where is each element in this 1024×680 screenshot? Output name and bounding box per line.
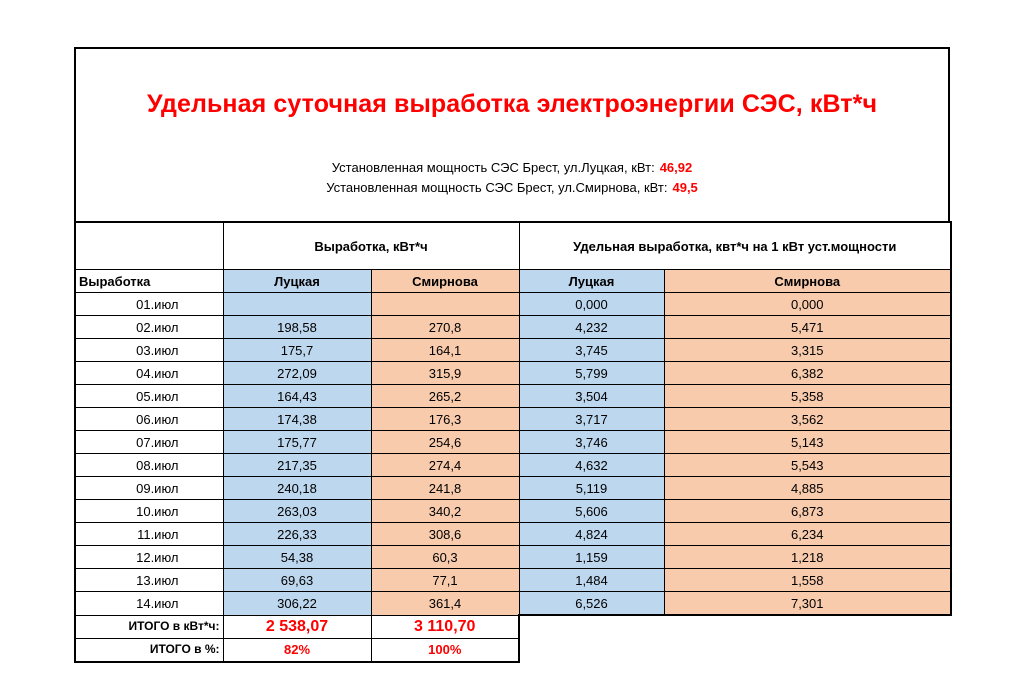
smirnova-cell: 340,2 (371, 500, 519, 523)
lutskaya-spec-cell: 5,119 (519, 477, 664, 500)
smirnova-spec-cell: 5,471 (664, 316, 951, 339)
smirnova-spec-cell: 4,885 (664, 477, 951, 500)
table-row (75, 523, 951, 546)
lutskaya-cell: 174,38 (223, 408, 371, 431)
col-header-smirnova-spec: Смирнова (664, 270, 951, 293)
lutskaya-cell: 226,33 (223, 523, 371, 546)
totals-kwh-row (75, 615, 951, 638)
lutskaya-spec-cell: 3,504 (519, 385, 664, 408)
table-row (75, 569, 951, 592)
lutskaya-cell: 69,63 (223, 569, 371, 592)
lutskaya-spec-cell: 3,717 (519, 408, 664, 431)
empty-cell (519, 615, 951, 638)
lutskaya-cell: 164,43 (223, 385, 371, 408)
smirnova-cell: 176,3 (371, 408, 519, 431)
smirnova-cell: 270,8 (371, 316, 519, 339)
lutskaya-cell: 306,22 (223, 592, 371, 616)
smirnova-spec-cell: 5,358 (664, 385, 951, 408)
date-cell: 13.июл (75, 569, 223, 592)
capacity-lutskaya (76, 160, 948, 175)
lutskaya-spec-cell: 5,606 (519, 500, 664, 523)
date-cell: 11.июл (75, 523, 223, 546)
date-cell: 14.июл (75, 592, 223, 616)
date-cell: 03.июл (75, 339, 223, 362)
column-header-row (75, 270, 951, 293)
total-pct-label: ИТОГО в %: (75, 638, 223, 662)
smirnova-cell: 265,2 (371, 385, 519, 408)
smirnova-spec-cell: 6,234 (664, 523, 951, 546)
smirnova-spec-cell: 5,543 (664, 454, 951, 477)
smirnova-cell: 241,8 (371, 477, 519, 500)
smirnova-spec-cell: 6,873 (664, 500, 951, 523)
date-cell: 10.июл (75, 500, 223, 523)
total-kwh-label: ИТОГО в кВт*ч: (75, 615, 223, 638)
table-row (75, 500, 951, 523)
total-pct-smirnova: 100% (371, 638, 519, 662)
lutskaya-spec-cell: 0,000 (519, 293, 664, 316)
date-cell: 06.июл (75, 408, 223, 431)
specific-group-header: Удельная выработка, квт*ч на 1 кВт уст.мощности (519, 222, 951, 270)
smirnova-cell: 315,9 (371, 362, 519, 385)
smirnova-cell: 361,4 (371, 592, 519, 616)
date-cell: 01.июл (75, 293, 223, 316)
group-header-row (75, 222, 951, 270)
total-pct-lutskaya: 82% (223, 638, 371, 662)
col-header-smirnova: Смирнова (371, 270, 519, 293)
lutskaya-cell: 54,38 (223, 546, 371, 569)
capacity-smirnova-label: Установленная мощность СЭС Брест, ул.Смирнова, кВт: (326, 180, 668, 195)
lutskaya-cell: 240,18 (223, 477, 371, 500)
table-row (75, 477, 951, 500)
smirnova-cell: 308,6 (371, 523, 519, 546)
smirnova-spec-cell: 0,000 (664, 293, 951, 316)
date-cell: 02.июл (75, 316, 223, 339)
lutskaya-spec-cell: 4,632 (519, 454, 664, 477)
smirnova-cell: 254,6 (371, 431, 519, 454)
table-row (75, 408, 951, 431)
table-row (75, 362, 951, 385)
smirnova-spec-cell: 1,218 (664, 546, 951, 569)
smirnova-cell: 274,4 (371, 454, 519, 477)
smirnova-spec-cell: 3,562 (664, 408, 951, 431)
capacity-smirnova-value: 49,5 (672, 180, 698, 195)
empty-cell (519, 638, 951, 662)
date-cell: 12.июл (75, 546, 223, 569)
smirnova-spec-cell: 6,382 (664, 362, 951, 385)
smirnova-spec-cell: 5,143 (664, 431, 951, 454)
table-row (75, 293, 951, 316)
col-header-lutskaya: Луцкая (223, 270, 371, 293)
lutskaya-spec-cell: 4,824 (519, 523, 664, 546)
table-row (75, 431, 951, 454)
lutskaya-cell: 263,03 (223, 500, 371, 523)
capacity-lutskaya-label: Установленная мощность СЭС Брест, ул.Луцкая, кВт: (331, 160, 655, 175)
lutskaya-spec-cell: 1,159 (519, 546, 664, 569)
table-row (75, 546, 951, 569)
corner-cell (75, 222, 223, 270)
date-cell: 07.июл (75, 431, 223, 454)
smirnova-spec-cell: 7,301 (664, 592, 951, 616)
lutskaya-cell: 175,77 (223, 431, 371, 454)
table-row (75, 592, 951, 616)
smirnova-cell: 164,1 (371, 339, 519, 362)
report-title: Удельная суточная выработка электроэнергии СЭС, кВт*ч (146, 90, 878, 118)
totals-pct-row (75, 638, 951, 662)
lutskaya-cell: 272,09 (223, 362, 371, 385)
table-row (75, 339, 951, 362)
date-cell: 08.июл (75, 454, 223, 477)
smirnova-cell: 77,1 (371, 569, 519, 592)
capacity-smirnova (76, 180, 948, 195)
lutskaya-spec-cell: 6,526 (519, 592, 664, 616)
lutskaya-spec-cell: 3,746 (519, 431, 664, 454)
total-kwh-smirnova: 3 110,70 (371, 615, 519, 638)
date-cell: 04.июл (75, 362, 223, 385)
table-row (75, 316, 951, 339)
date-cell: 09.июл (75, 477, 223, 500)
smirnova-spec-cell: 1,558 (664, 569, 951, 592)
col-header-lutskaya-spec: Луцкая (519, 270, 664, 293)
lutskaya-spec-cell: 1,484 (519, 569, 664, 592)
lutskaya-cell: 198,58 (223, 316, 371, 339)
report-header (74, 47, 950, 221)
smirnova-spec-cell: 3,315 (664, 339, 951, 362)
lutskaya-spec-cell: 5,799 (519, 362, 664, 385)
capacity-lutskaya-value: 46,92 (659, 160, 693, 175)
lutskaya-spec-cell: 4,232 (519, 316, 664, 339)
production-table (74, 221, 952, 663)
production-group-header: Выработка, кВт*ч (223, 222, 519, 270)
lutskaya-cell: 175,7 (223, 339, 371, 362)
date-cell: 05.июл (75, 385, 223, 408)
row-header-label: Выработка (75, 270, 223, 293)
total-kwh-lutskaya: 2 538,07 (223, 615, 371, 638)
lutskaya-spec-cell: 3,745 (519, 339, 664, 362)
smirnova-cell: 60,3 (371, 546, 519, 569)
table-row (75, 454, 951, 477)
smirnova-cell (371, 293, 519, 316)
table-row (75, 385, 951, 408)
lutskaya-cell (223, 293, 371, 316)
lutskaya-cell: 217,35 (223, 454, 371, 477)
